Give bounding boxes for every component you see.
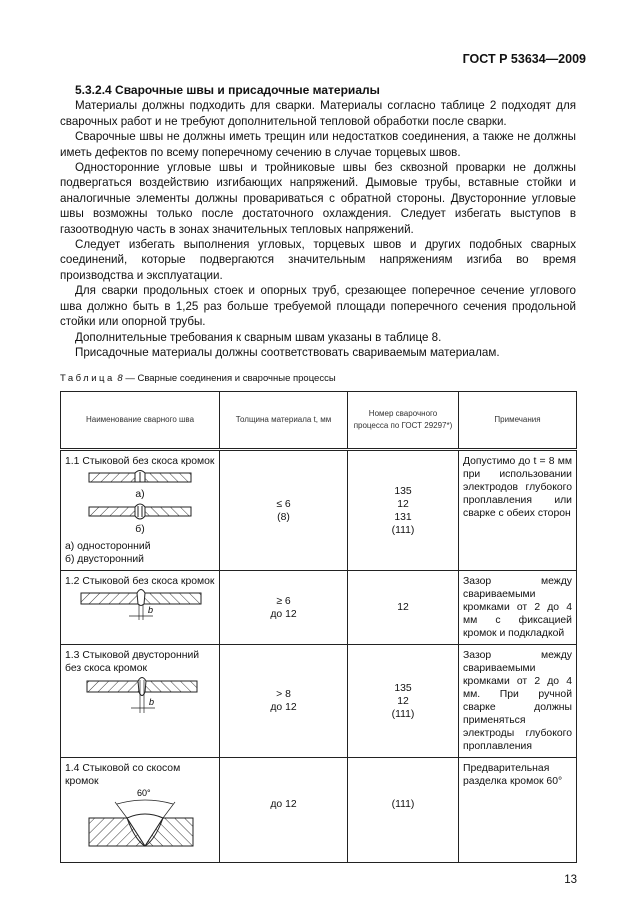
weld-diagram-double bbox=[65, 501, 215, 523]
paragraph: Для сварки продольных стоек и опорных труб, срезающее поперечное сечение углового шва должно быть в 1,25 раз больше требуемой площади поперечного сечения продольной стойки или опорной трубы. bbox=[60, 284, 576, 329]
process-number: (111) bbox=[391, 524, 415, 536]
process-number: 135 bbox=[394, 682, 412, 694]
weld-diagram-double-gap bbox=[65, 675, 215, 715]
document-code: ГОСТ Р 53634—2009 bbox=[462, 52, 586, 66]
welding-table bbox=[60, 391, 577, 863]
paragraph: Присадочные материалы должны соответствовать свариваемым материалам. bbox=[75, 345, 500, 359]
angle-label: 60° bbox=[137, 788, 151, 799]
legend-a: а) односторонний bbox=[65, 541, 151, 553]
thickness-value: (8) bbox=[277, 511, 290, 523]
header-process: Номер сварочного процесса по ГОСТ 29297*) bbox=[348, 392, 459, 450]
paragraph: Односторонние угловые швы и тройниковые швы без сквозной проварки не должны подвергаться воздействию изгибающих напряжений. Дымовые трубы, вставные стойки и аналогичные элементы должны провариваться с обратной стороны. Двусторонние угловые швы возможны только после достаточного охлаждения. Следует избегать выступов в газоотводную часть в зонах значительных тепловых напряжений. bbox=[60, 161, 576, 236]
note: Предварительная разделка кромок 60° bbox=[459, 758, 577, 863]
table-row bbox=[61, 571, 577, 645]
weld-diagram-gap bbox=[65, 588, 215, 622]
thickness-value: ≤ 6 bbox=[276, 498, 291, 510]
process-number: (111) bbox=[391, 799, 415, 811]
section-body bbox=[60, 83, 576, 360]
note: Зазор между свариваемыми кромками от 2 до 4 мм. При ручной сварке должны применяться электроды глубокого проплавления bbox=[459, 645, 577, 758]
thickness-value: до 12 bbox=[270, 702, 297, 714]
weld-name: 1.2 Стыковой без скоса кромок bbox=[65, 576, 215, 588]
paragraph: Материалы должны подходить для сварки. Материалы согласно таблице 2 подходят для сварочных работ и не требуют дополнительной тепловой обработки после сварки. bbox=[60, 99, 576, 128]
note: Допустимо до t = 8 мм при использовании электродов глубокого проплавления или сварке с обеих сторон bbox=[459, 450, 577, 571]
weld-diagram-bevel bbox=[65, 788, 215, 858]
table-row bbox=[61, 450, 577, 571]
weld-diagram-single bbox=[65, 468, 215, 488]
thickness-value: > 8 bbox=[276, 689, 291, 701]
page-number: 13 bbox=[564, 874, 577, 887]
figure-label-b: б) bbox=[135, 524, 145, 536]
gap-dimension-label: b bbox=[149, 697, 155, 708]
table-caption: Таблица 8 — Сварные соединения и сварочные процессы bbox=[60, 373, 336, 385]
thickness-value: ≥ 6 bbox=[276, 595, 291, 607]
header-thickness: Толщина материала t, мм bbox=[220, 392, 348, 450]
weld-name: 1.1 Стыковой без скоса кромок bbox=[65, 456, 215, 468]
gap-dimension-label: b bbox=[148, 605, 154, 616]
thickness-value: до 12 bbox=[270, 799, 297, 811]
process-number: 12 bbox=[397, 602, 409, 614]
table-header-row bbox=[61, 392, 577, 450]
weld-name: 1.4 Стыковой со скосом кромок bbox=[65, 763, 181, 788]
section-heading: 5.3.2.4 Сварочные швы и присадочные материалы bbox=[75, 83, 380, 97]
figure-label-a: а) bbox=[135, 489, 145, 501]
process-number: 12 bbox=[397, 498, 409, 510]
process-number: 131 bbox=[394, 511, 412, 523]
header-notes: Примечания bbox=[459, 392, 577, 450]
page-content bbox=[60, 0, 577, 917]
table-row bbox=[61, 645, 577, 758]
paragraph: Дополнительные требования к сварным швам указаны в таблице 8. bbox=[75, 330, 442, 344]
thickness-value: до 12 bbox=[270, 608, 297, 620]
process-number: 135 bbox=[394, 485, 412, 497]
weld-name: 1.3 Стыковой двусторонний без скоса кромок bbox=[65, 650, 200, 675]
process-number: (111) bbox=[391, 708, 415, 720]
process-number: 12 bbox=[397, 695, 409, 707]
note: Зазор между свариваемыми кромками от 2 до 4 мм с фиксацией кромок и подкладкой bbox=[459, 571, 577, 645]
paragraph: Следует избегать выполнения угловых, торцевых швов и других подобных сварных соединений, которые подвергаются значительным напряжениям изгиба во время производства и эксплуатации. bbox=[60, 238, 576, 282]
paragraph: Сварочные швы не должны иметь трещин или недостатков соединения, а также не должны иметь дефектов по всему поперечному сечению в случае торцевых швов. bbox=[60, 130, 576, 159]
header-name: Наименование сварного шва bbox=[61, 392, 220, 450]
table-row bbox=[61, 758, 577, 863]
legend-b: б) двусторонний bbox=[65, 554, 144, 566]
